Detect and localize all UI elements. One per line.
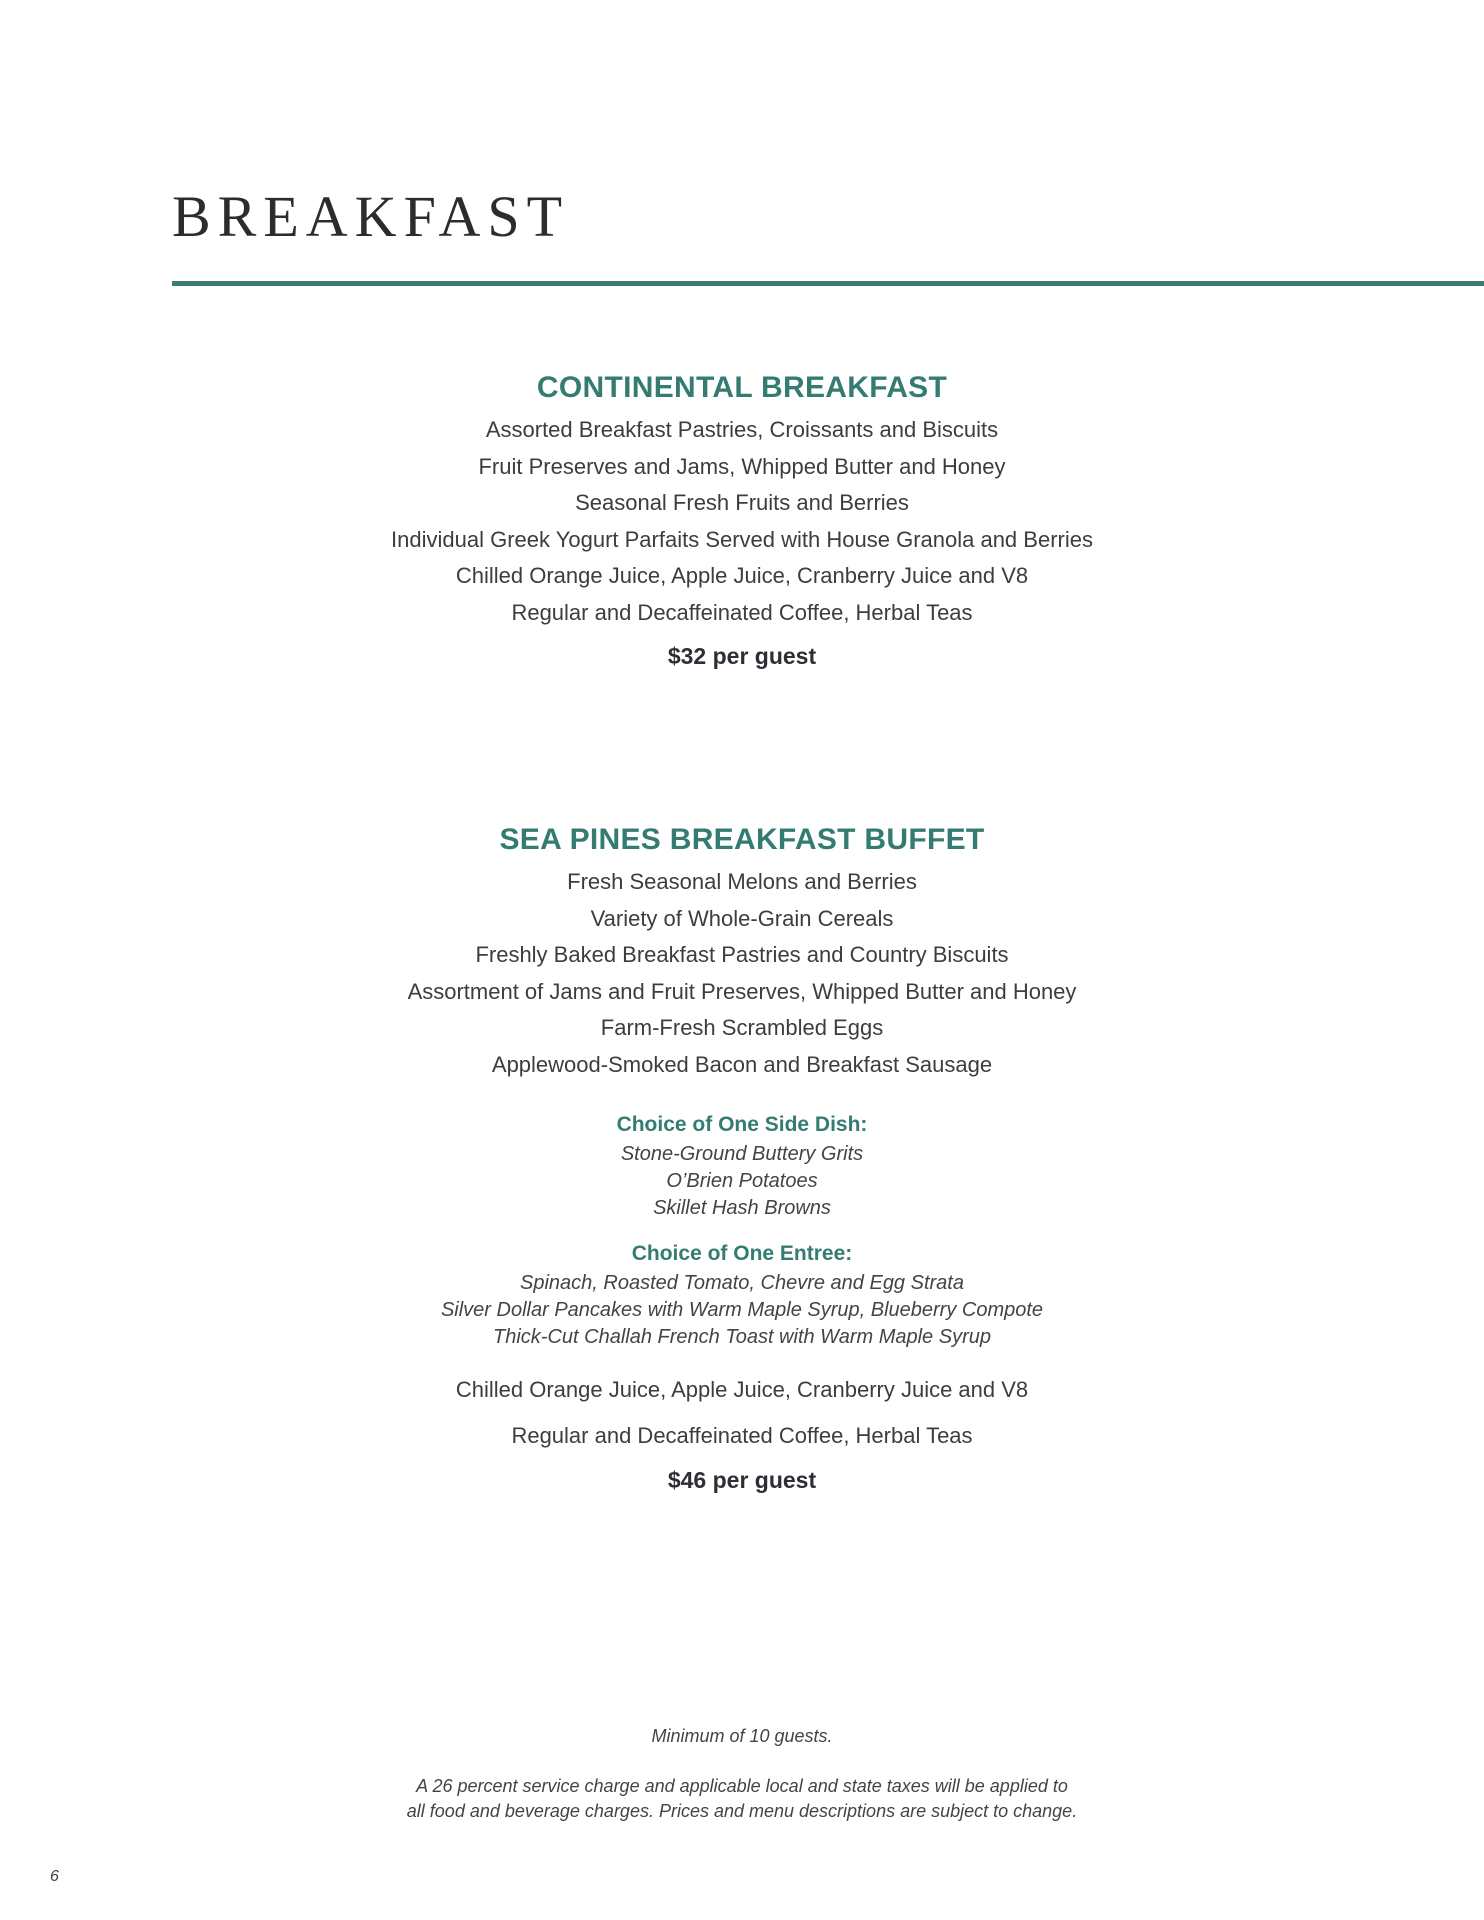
- menu-item: Variety of Whole-Grain Cereals: [590, 905, 894, 931]
- continental-price: $32 per guest: [667, 643, 817, 669]
- buffet-beverages: [0, 1367, 1484, 1459]
- menu-item: Applewood-Smoked Bacon and Breakfast Sausage: [491, 1051, 993, 1077]
- buffet-section: [0, 822, 1484, 1494]
- side-dish-heading: Choice of One Side Dish:: [616, 1113, 868, 1136]
- page-number: 6: [50, 1868, 59, 1885]
- menu-item: Chilled Orange Juice, Apple Juice, Cranberry Juice and V8: [455, 1377, 1029, 1402]
- menu-item: Regular and Decaffeinated Coffee, Herbal Teas: [511, 1423, 973, 1448]
- menu-item: Seasonal Fresh Fruits and Berries: [575, 490, 909, 515]
- menu-item: Assorted Breakfast Pastries, Croissants and Biscuits: [485, 417, 999, 442]
- menu-item: Assortment of Jams and Fruit Preserves, Whipped Butter and Honey: [407, 978, 1077, 1004]
- menu-item: Farm-Fresh Scrambled Eggs: [600, 1015, 884, 1040]
- menu-item: Fruit Preserves and Jams, Whipped Butter and Honey: [478, 453, 1006, 479]
- menu-item: Fresh Seasonal Melons and Berries: [567, 869, 917, 894]
- menu-item: Individual Greek Yogurt Parfaits Served with House Granola and Berries: [391, 526, 1093, 552]
- menu-item: Chilled Orange Juice, Apple Juice, Cranberry Juice and V8: [455, 563, 1029, 588]
- menu-item: Regular and Decaffeinated Coffee, Herbal Teas: [511, 599, 973, 625]
- continental-heading: CONTINENTAL BREAKFAST: [536, 371, 948, 404]
- side-dish-option: O’Brien Potatoes: [666, 1170, 818, 1192]
- buffet-heading: SEA PINES BREAKFAST BUFFET: [499, 823, 985, 856]
- entree-options: [0, 1270, 1484, 1351]
- continental-items: [0, 412, 1484, 631]
- continental-breakfast-section: [0, 370, 1484, 670]
- buffet-price: $46 per guest: [667, 1467, 817, 1493]
- entree-option: Thick-Cut Challah French Toast with Warm Maple Syrup: [493, 1326, 991, 1348]
- entree-option: Silver Dollar Pancakes with Warm Maple Syrup, Blueberry Compote: [440, 1299, 1044, 1321]
- page-title: BREAKFAST: [172, 184, 570, 249]
- side-dish-options: [0, 1141, 1484, 1222]
- buffet-items: [0, 864, 1484, 1083]
- title-divider: [172, 281, 1484, 286]
- disclaimer-line-2: all food and beverage charges. Prices and menu descriptions are subject to change.: [406, 1801, 1078, 1821]
- disclaimer-line-1: A 26 percent service charge and applicable local and state taxes will be applied to: [416, 1776, 1068, 1796]
- minimum-guests-note: Minimum of 10 guests.: [651, 1726, 833, 1746]
- side-dish-option: Stone-Ground Buttery Grits: [620, 1143, 864, 1165]
- menu-item: Freshly Baked Breakfast Pastries and Country Biscuits: [475, 942, 1009, 967]
- entree-heading: Choice of One Entree:: [631, 1242, 853, 1265]
- entree-option: Spinach, Roasted Tomato, Chevre and Egg Strata: [520, 1272, 964, 1294]
- side-dish-option: Skillet Hash Browns: [653, 1197, 831, 1219]
